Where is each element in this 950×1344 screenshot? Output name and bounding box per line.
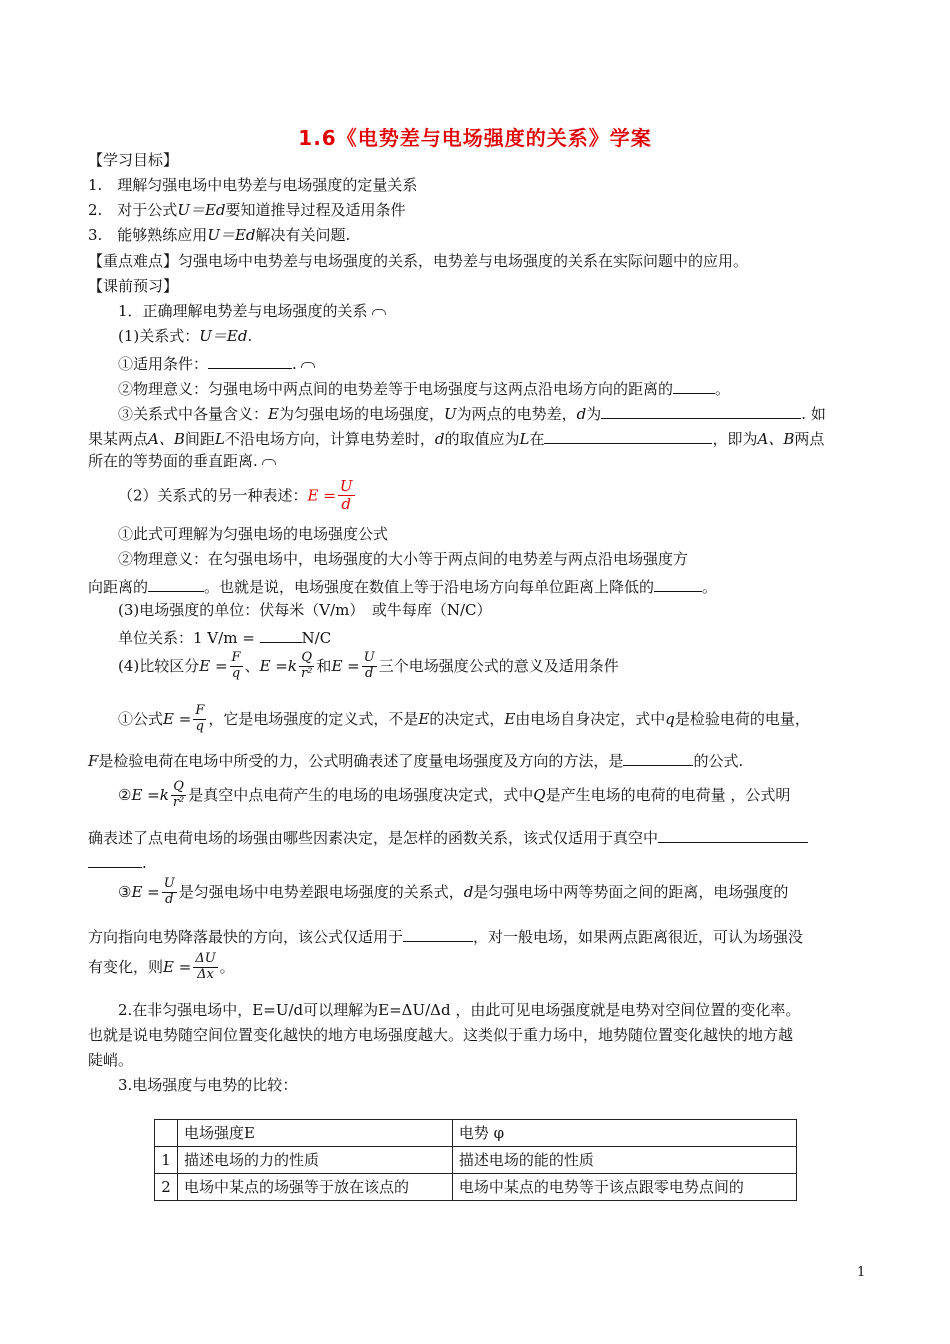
paragraph: 向距离的 。也就是说，电场强度在数值上等于沿电场方向每单位距离上降低的 。: [88, 578, 718, 596]
formula-u-over-d: $\frac{U}{d}$: [163, 876, 175, 907]
blank[interactable]: [601, 404, 801, 419]
uniform-field-line3: 有变化，则E = $\frac{\Delta U}{\Delta x}$ 。: [88, 951, 235, 982]
relation-formula: (1)关系式：U＝Ed.: [118, 327, 253, 345]
blank[interactable]: [658, 828, 808, 843]
definition-formula-line2: F是检验电荷在电场中所受的力，公式明确表述了度量电场强度及方向的方法，是 的公式.: [88, 752, 744, 770]
paragraph: 陡峭。: [88, 1051, 134, 1069]
goals-header: 【学习目标】: [88, 151, 179, 169]
table-cell: 描述电场的能的性质: [452, 1147, 796, 1174]
formula-f-over-q: $\frac{F}{q}$: [195, 703, 205, 734]
section-1-title: 1．正确理解电势差与电场强度的关系: [118, 304, 386, 319]
variable-meaning-line2: 果某两点A、B间距L不沿电场方向，计算电势差时，d的取值应为L在 ，即为A、B两点: [88, 430, 825, 448]
table-row: [155, 1147, 797, 1174]
table-cell: 电场中某点的场强等于放在该点的: [178, 1174, 453, 1201]
table-header-cell: [155, 1120, 178, 1147]
goal-2: 2. 对于公式U＝Ed要知道推导过程及适用条件: [88, 201, 406, 219]
table-cell: 1: [155, 1147, 178, 1174]
table-row: [155, 1174, 797, 1201]
blank[interactable]: [623, 751, 693, 766]
blank[interactable]: [208, 354, 292, 369]
variable-meaning-line3: 所在的等势面的垂直距离.: [88, 454, 276, 469]
unit-relation: 单位关系：1 V/m = N/C: [118, 629, 332, 647]
goal-3: 3. 能够熟练应用U＝Ed解决有关问题.: [88, 226, 351, 244]
paragraph: ②物理意义：在匀强电场中，电场强度的大小等于两点间的电势差与两点沿电场强度方: [118, 550, 689, 568]
table-header-row: [155, 1120, 797, 1147]
blank[interactable]: [544, 429, 712, 444]
section-3-title: 3.电场强度与电势的比较：: [118, 1076, 298, 1094]
compare-formulas: (4)比较区分E = $\frac{F}{q}$ 、E =k $\frac{Q}{\text{r²}}$ 和E = $\frac{U}{d}$ 三个电场强度公式的意义及适用条件: [118, 650, 619, 681]
formula-du-over-dx: $\frac{\Delta U}{\Delta x}$: [195, 951, 216, 982]
alternate-expression: （2）关系式的另一种表述：E = $\frac{U}{d}$: [118, 477, 353, 514]
uniform-field-line2: 方向指向电势降落最快的方向，该公式仅适用于 ，对一般电场，如果两点距离很近，可认为场强没: [88, 928, 804, 946]
formula-f-over-q: $\frac{F}{q}$: [231, 650, 241, 681]
edit-mark-icon: [372, 309, 386, 315]
point-charge-line3: .: [88, 853, 147, 871]
formula-q-over-r2: $\frac{Q}{\text{r²}}$: [172, 779, 185, 810]
table-cell: 电场中某点的电势等于该点跟零电势点间的: [452, 1174, 796, 1201]
comparison-table: [154, 1119, 797, 1201]
key-points: 【重点难点】匀强电场中电势差与电场强度的关系，电势差与电场强度的关系在实际问题中的应用。: [88, 252, 749, 270]
blank[interactable]: [260, 628, 302, 643]
page-title: 1.6《电势差与电场强度的关系》学案: [298, 126, 652, 150]
variable-meaning: ③关系式中各量含义：E为匀强电场的电场强度，U为两点的电势差，d为 . 如: [118, 405, 826, 423]
table-header-cell: 电势 φ: [452, 1120, 796, 1147]
unit-line: (3)电场强度的单位：伏每米（V/m） 或牛每库（N/C）: [118, 601, 492, 619]
formula-u-over-d: $\frac{U}{d}$: [363, 650, 375, 681]
physical-meaning: ②物理意义：匀强电场中两点间的电势差等于电场强度与这两点沿电场方向的距离的 。: [118, 380, 731, 398]
blank[interactable]: [673, 379, 715, 394]
applicable-condition: ①适用条件： .: [118, 354, 315, 372]
edit-mark-icon: [262, 459, 276, 465]
table-cell: 2: [155, 1174, 178, 1201]
point-charge-formula: ②E =k $\frac{Q}{\text{r²}}$ 是真空中点电荷产生的电场的电场强度决定式，式中Q是产生电场的电荷的电荷量 ，公式明: [118, 779, 791, 810]
paragraph: 也就是说电势随空间位置变化越快的地方电场强度越大。这类似于重力场中，地势随位置变化越快的地方越: [88, 1026, 794, 1044]
blank[interactable]: [654, 577, 702, 592]
preview-header: 【课前预习】: [88, 277, 179, 295]
paragraph: ①此式可理解为匀强电场的电场强度公式: [118, 525, 389, 543]
blank[interactable]: [88, 853, 142, 868]
uniform-field-formula: ③E = $\frac{U}{d}$ 是匀强电场中电势差跟电场强度的关系式，d是匀强电场中两等势面之间的距离，电场强度的: [118, 876, 789, 907]
goal-1: 1. 理解匀强电场中电势差与电场强度的定量关系: [88, 176, 418, 194]
table-header-cell: 电场强度E: [178, 1120, 453, 1147]
page-number: 1: [857, 1265, 866, 1280]
table-cell: 描述电场的力的性质: [178, 1147, 453, 1174]
definition-formula: ①公式E = $\frac{F}{q}$ ，它是电场强度的定义式，不是E的决定式，E由电场自身决定，式中q是检验电荷的电量，: [118, 703, 810, 734]
blank[interactable]: [148, 577, 204, 592]
edit-mark-icon: [301, 362, 315, 368]
paragraph: 2.在非匀强电场中，E=U/d可以理解为E=ΔU/Δd ，由此可见电场强度就是电势对空间位置的变化率。: [118, 1001, 801, 1019]
blank[interactable]: [403, 927, 473, 942]
formula-e-u-over-d: $\frac{U}{d}$: [339, 477, 353, 514]
formula-q-over-r2: $\frac{Q}{\text{r²}}$: [300, 650, 313, 681]
point-charge-line2: 确表述了点电荷电场的场强由哪些因素决定，是怎样的函数关系，该式仅适用于真空中: [88, 828, 808, 846]
